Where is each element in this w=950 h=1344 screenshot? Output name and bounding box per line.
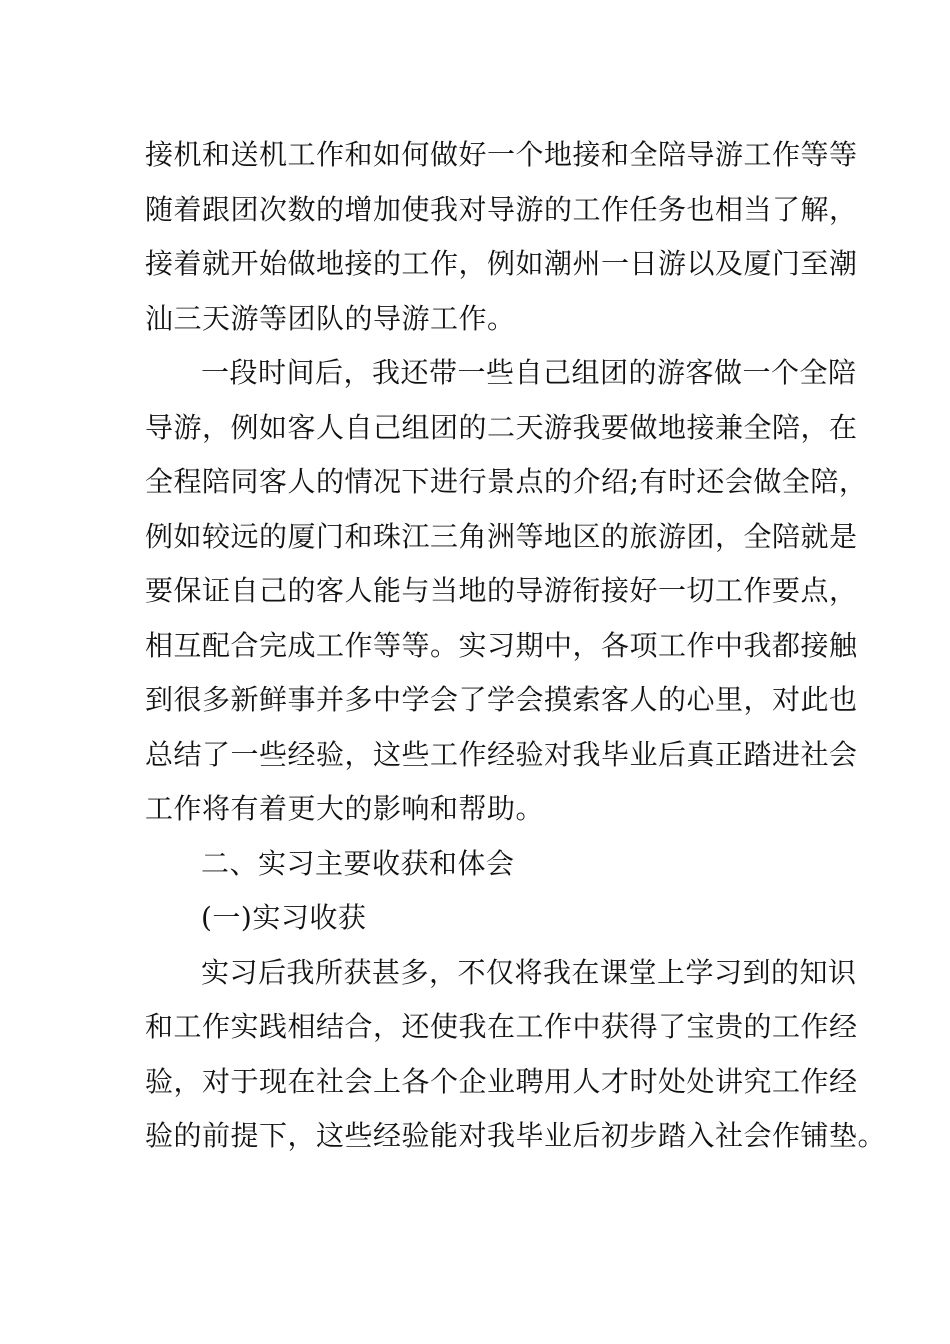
heading-text: 二、实习主要收获和体会: [201, 846, 515, 880]
text-line: 导游，例如客人自己组团的二天游我要做地接兼全陪，在: [145, 410, 858, 444]
text-line: 工作将有着更大的影响和帮助。: [145, 792, 545, 825]
text-line: 接机和送机工作和如何做好一个地接和全陪导游工作等等: [145, 138, 858, 171]
text-line: 例如较远的厦门和珠江三角洲等地区的旅游团，全陪就是: [145, 519, 858, 553]
document-body: [145, 128, 887, 1164]
text-line: 全程陪同客人的情况下进行景点的介绍;有时还会做全陪，: [145, 465, 868, 498]
text-line: 验的前提下，这些经验能对我毕业后初步踏入社会作铺垫。: [145, 1119, 887, 1152]
text-line: 接着就开始做地接的工作，例如潮州一日游以及厦门至潮: [145, 247, 858, 280]
text-line: 总结了一些经验，这些工作经验对我毕业后真正踏进社会: [145, 737, 858, 771]
text-line: 要保证自己的客人能与当地的导游衔接好一切工作要点，: [145, 574, 858, 607]
text-line: 验，对于现在社会上各个企业聘用人才时处处讲究工作经: [145, 1064, 858, 1098]
section-heading: [145, 837, 810, 892]
text-line: 相互配合完成工作等等。实习期中，各项工作中我都接触: [145, 628, 858, 662]
text-line: 随着跟团次数的增加使我对导游的工作任务也相当了解，: [145, 192, 858, 226]
text-line: 和工作实践相结合，还使我在工作中获得了宝贵的工作经: [145, 1010, 858, 1043]
heading-text: (一)实习收获: [201, 901, 367, 934]
subsection-heading: [145, 891, 810, 946]
paragraph: [145, 128, 858, 346]
text-line: 到很多新鲜事并多中学会了学会摸索客人的心里，对此也: [145, 683, 858, 716]
text-line: 一段时间后，我还带一些自己组团的游客做一个全陪: [201, 356, 857, 389]
paragraph: [145, 346, 868, 837]
paragraph: [145, 946, 887, 1164]
text-line: 汕三天游等团队的导游工作。: [145, 301, 516, 335]
text-line: 实习后我所获甚多，不仅将我在课堂上学习到的知识: [201, 955, 857, 989]
